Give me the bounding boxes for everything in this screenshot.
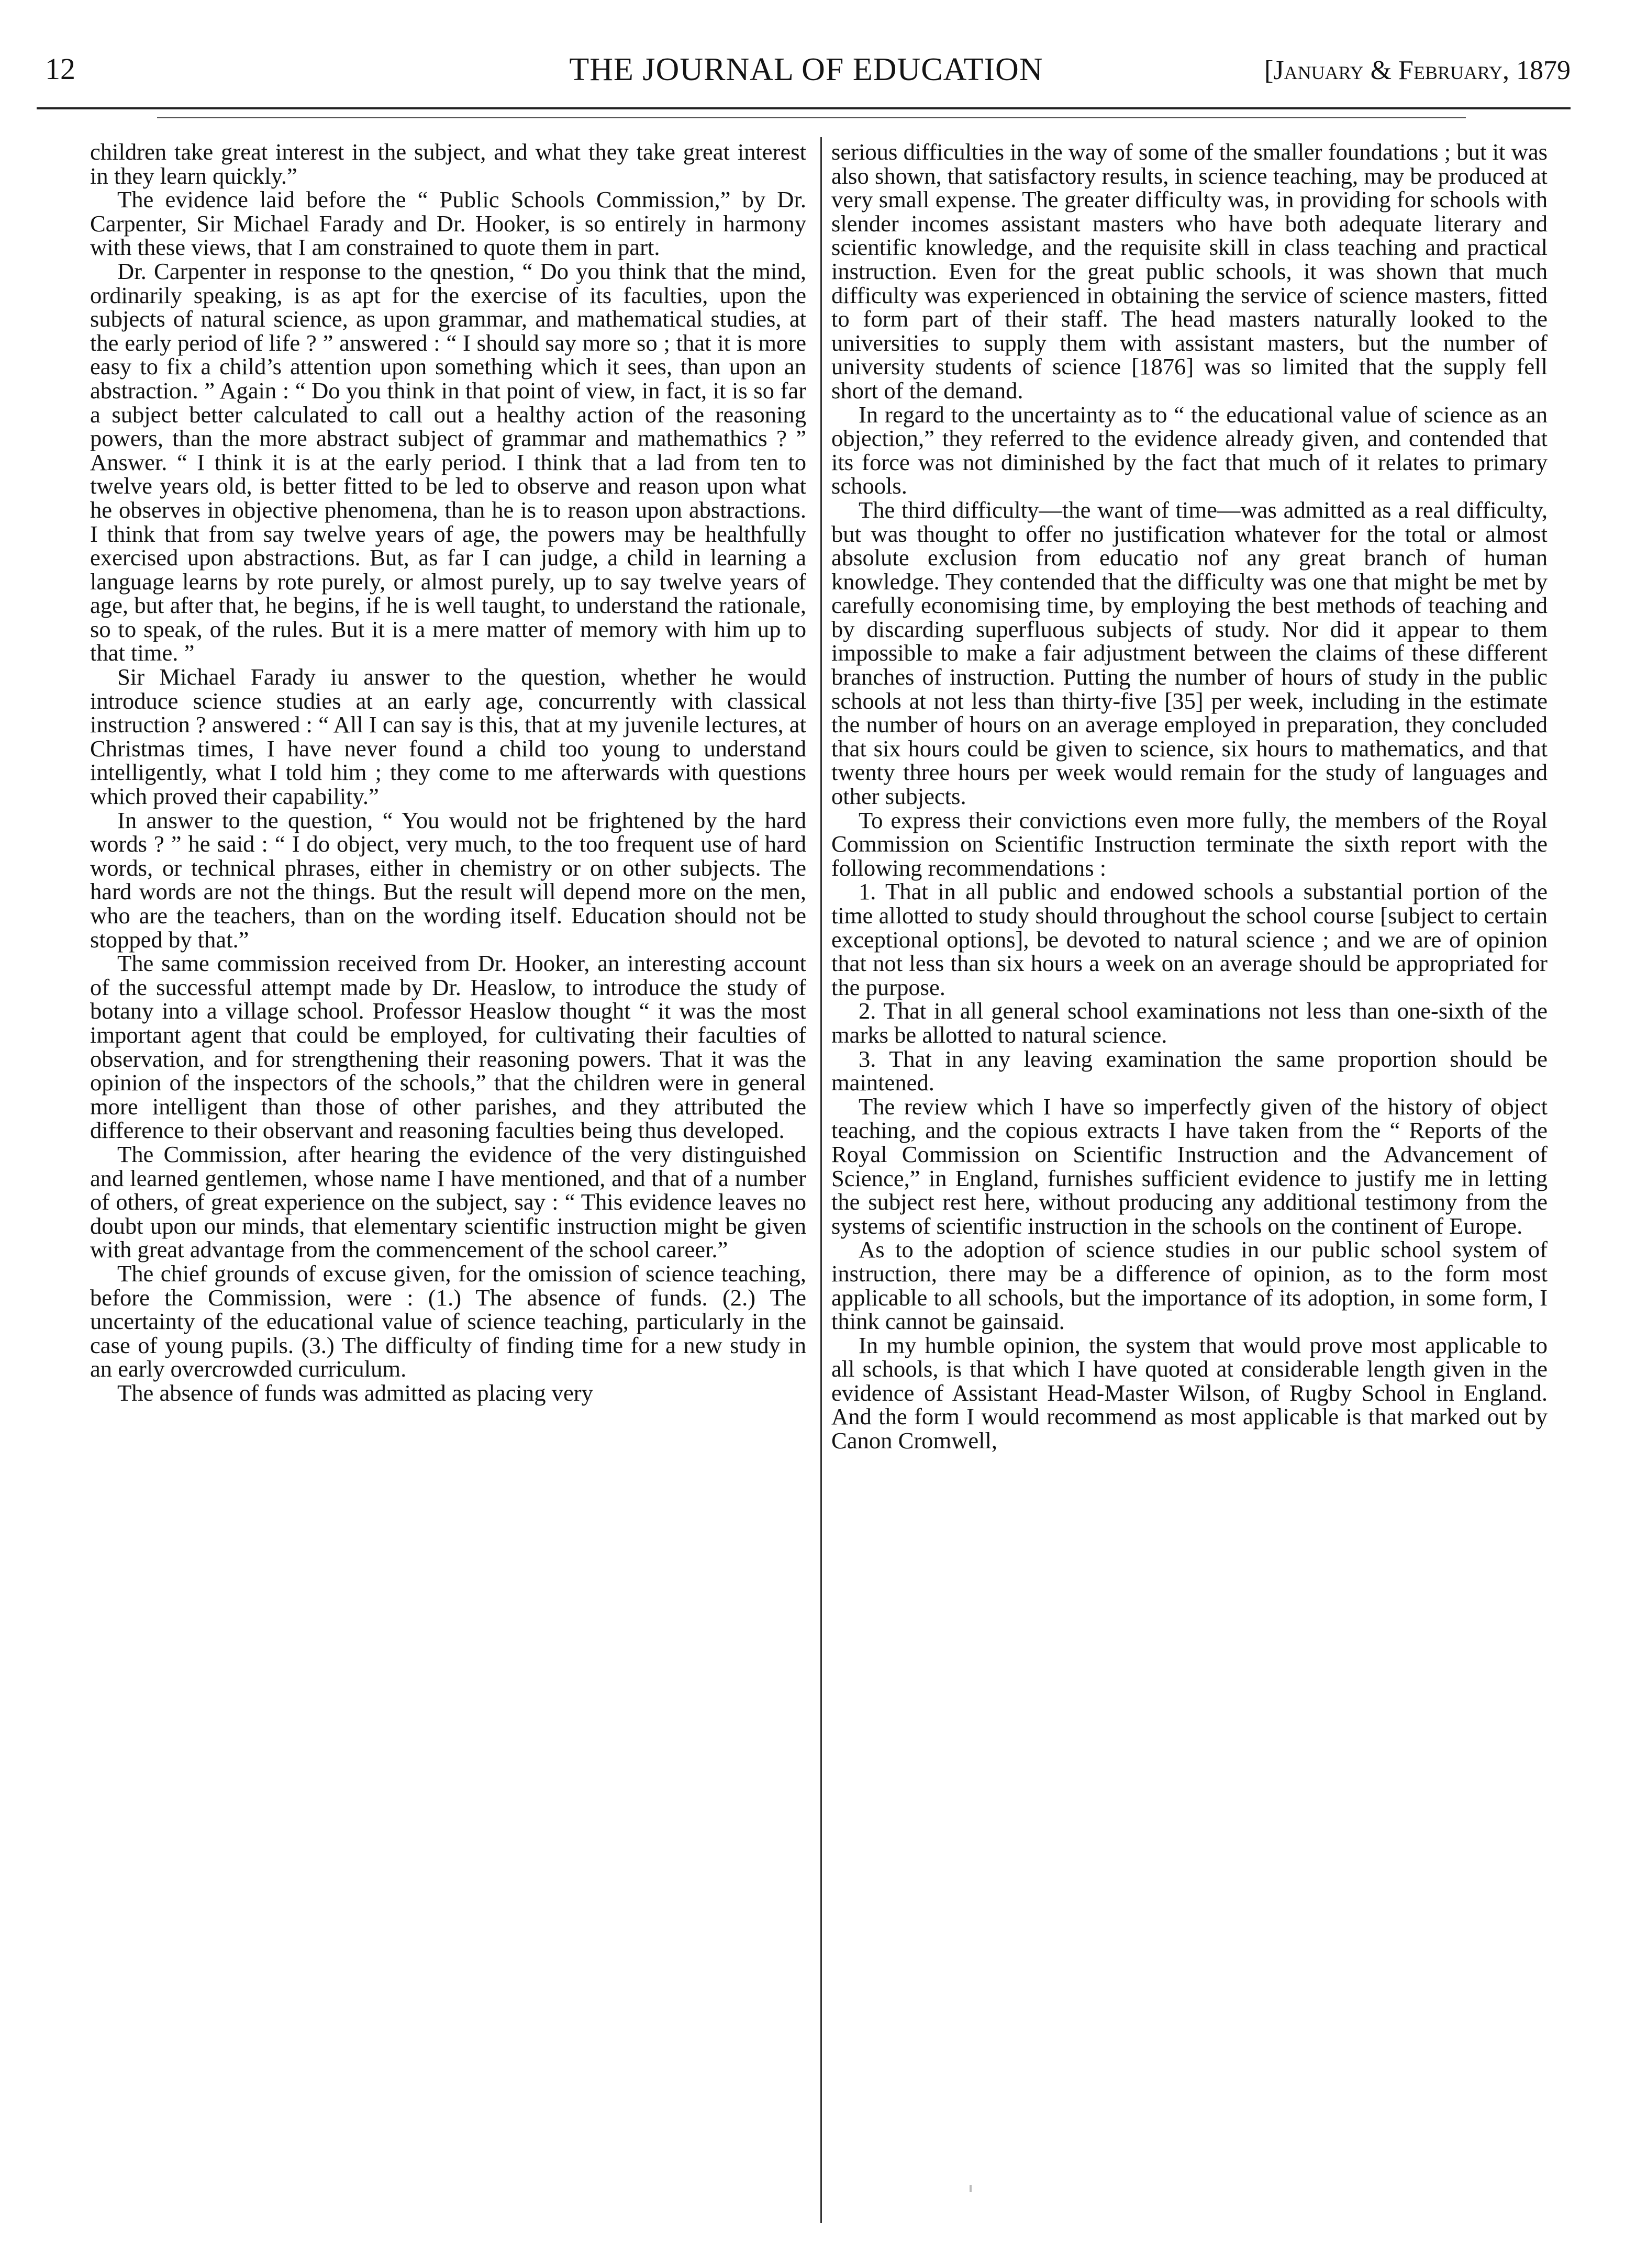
print-mark [970, 2185, 972, 2192]
paragraph: The same commission received from Dr. Hooker, an interesting account of the successful attempt made by Dr. Heaslow, to introduce the study of botany into a village school. Professor Heaslow thought “ it was the most important agent that could be employed, for cultivating their faculties of observation, and for strengthening their reasoning powers. That it was the opinion of the inspectors of the schools,” that the children were in general more intelligent than those of other parishes, and they attributed the difference to their observant and reasoning faculties being thus developed. [90, 950, 806, 1144]
page-number: 12 [45, 52, 75, 86]
issue-date-text: [January & February, 1879 [1264, 55, 1571, 85]
paragraph: children take great interest in the subject, and what they take great interest in they learn quickly.” [90, 139, 806, 189]
header-rule-thin [157, 117, 1466, 118]
paragraph: 3. That in any leaving examination the same proportion should be maintened. [831, 1045, 1548, 1096]
paragraph: The chief grounds of excuse given, for the omission of science teaching, before the Commission, were : (1.) The absence of funds. (2.) The uncertainty of the educational value of science teaching, particularly in the case of young pupils. (3.) The difficulty of finding time for a new study in an early overcrowded curriculum. [90, 1260, 806, 1382]
paragraph: The third difficulty—the want of time—was admitted as a real difficulty, but was thought to offer no justification whatever for the total or almost absolute exclusion from educatio nof any great branch of human knowledge. They contended that the difficulty was one that might be met by carefully economising time, by employing the best methods of teaching and by discarding superfluous subjects of study. Nor did it appear to them impossible to make a fair adjustment between the claims of these different branches of instruction. Putting the number of hours of study in the public schools at not less than thirty-five [35] per week, including in the estimate the number of hours on an average employed in preparation, they concluded that six hours could be given to science, six hours to mathematics, and that twenty three hours per week would remain for the study of languages and other subjects. [831, 496, 1548, 810]
paragraph: The Commission, after hearing the evidence of the very distinguished and learned gentlemen, whose name I have mentioned, and that of a number of others, of great experience on the subject, say : “ This evidence leaves no doubt upon our minds, that elementary scientific instruction might be given with great advantage from the commencement of the school career.” [90, 1141, 806, 1263]
page-header [42, 51, 1571, 98]
journal-title: THE JOURNAL OF EDUCATION [569, 52, 1043, 87]
paragraph: Sir Michael Farady iu answer to the question, whether he would introduce science studies at an early age, concurrently with classical instruction ? answered : “ All I can say is this, that at my juvenile lectures, at Christmas times, I have never found a child too young to understand intelligently, what I told him ; they come to me afterwards with questions which proved their capability.” [90, 664, 806, 810]
paragraph: 2. That in all general school examinations not less than one-sixth of the marks be allotted to natural science. [831, 998, 1548, 1048]
issue-date [1264, 51, 1571, 86]
paragraph: Dr. Carpenter in response to the qnestion, “ Do you think that the mind, ordinarily speaking, is as apt for the exercise of its faculties, upon the subjects of natural science, as upon grammar, and mathematical studies, at the early period of life ? ” answered : “ I should say more so ; that it is more easy to fix a child’s attention upon something which it sees, than upon an abstraction. ” Again : “ Do you think in that point of view, in fact, it is so far a subject better calculated to call out a healthy action of the reasoning powers, than the more abstract subject of grammar and mathemathics ? ” Answer. “ I think it is at the early period. I think that a lad from ten to twelve years old, is better fitted to be led to observe and reason upon what he observes in objective phenomena, than he is to reason upon abstractions. I think that from say twelve years of age, the powers may be healthfully exercised upon abstractions. But, as far I can judge, a child in learning a language learns by rote purely, or almost purely, up to say twelve years of age, but after that, he begins, if he is well taught, to understand the rationale, so to speak, of the rules. But it is a mere matter of memory with him up to that time. ” [90, 258, 806, 666]
paragraph: In my humble opinion, the system that would prove most applicable to all schools, is that which I have quoted at considerable length given in the evidence of Assistant Head-Master Wilson, of Rugby School in England. And the form I would recommend as most applicable is that marked out by Canon Cromwell, [831, 1332, 1548, 1454]
paragraph: The absence of funds was admitted as placing very [117, 1379, 593, 1406]
paragraph: In regard to the uncertainty as to “ the educational value of science as an objection,” they referred to the evidence already given, and contended that its force was not diminished by the fact that much of it relates to primary schools. [831, 401, 1548, 499]
paragraph: serious difficulties in the way of some of the smaller foundations ; but it was also shown, that satisfactory results, in science teaching, may be produced at very small expense. The greater difficulty was, in providing for schools with slender incomes assistant masters who have both adequate literary and scientific knowledge, and the requisite skill in class teaching and practical instruction. Even for the great public schools, it was shown that much difficulty was experienced in obtaining the service of science masters, fitted to form part of their staff. The head masters naturally looked to the universities to supply them with assistant masters, but the number of university students of science [1876] was so limited that the supply fell short of the demand. [831, 139, 1548, 404]
paragraph: 1. That in all public and endowed schools a substantial portion of the time allotted to study should throughout the school course [subject to certain exceptional options], be devoted to natural science ; and we are of opinion that not less than six hours a week on an average should be appropriated for the purpose. [831, 878, 1548, 1000]
paragraph: In answer to the question, “ You would not be frightened by the hard words ? ” he said : “ I do object, very much, to the too frequent use of hard words, or technical phrases, either in chemistry or on other subjects. The hard words are not the things. But the result will depend more on the men, who are the teachers, than on the wording itself. Education should not be stopped by that.” [90, 807, 806, 953]
paragraph: To express their convictions even more fully, the members of the Royal Commission on Scientific Instruction terminate the sixth report with the following recommendations : [831, 807, 1548, 881]
paragraph: The review which I have so imperfectly given of the history of object teaching, and the copious extracts I have taken from the “ Reports of the Royal Commission on Scientific Instruction and the Advancement of Science,” in England, furnishes sufficient evidence to justify me in letting the subject rest here, without producing any additional testimony from the systems of scientific instruction in the schools on the continent of Europe. [831, 1093, 1548, 1239]
right-column [831, 140, 1548, 1453]
column-divider [820, 137, 822, 2223]
paragraph: The evidence laid before the “ Public Schools Commission,” by Dr. Carpenter, Sir Michael Farady and Dr. Hooker, is so entirely in harmony with these views, that I am constrained to quote them in part. [90, 186, 806, 261]
left-column [90, 140, 806, 1405]
header-rule [37, 107, 1571, 109]
paragraph: As to the adoption of science studies in our public school system of instruction, there may be a difference of opinion, as to the form most applicable to all schools, but the importance of its adoption, in some form, I think cannot be gainsaid. [831, 1236, 1548, 1335]
